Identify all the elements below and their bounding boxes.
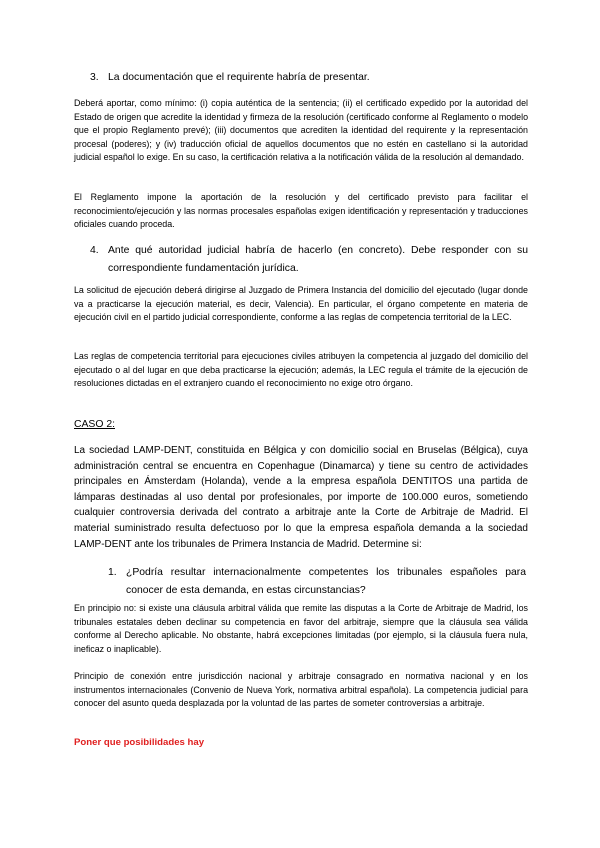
- answer-3-paragraph-1: Deberá aportar, como mínimo: (i) copia auténtica de la sentencia; (ii) el certificado expedido por la autoridad del Estado de origen que acredite la identidad y firmeza de la resolución (certificado conforme al Reglamento o modelo que el propio Reglamento prevé); (iii) documentos que acrediten la identidad del requirente y la representación procesal (poderes); y (iv) traducción oficial de aquellos documentos que no estén en castellano si la autoridad judicial español lo exige. En su caso, la certificación relativa a la notificación válida de la resolución al demandado.: [74, 98, 528, 162]
- highlighted-note: Poner que posibilidades hay: [74, 737, 205, 748]
- question-4: [90, 242, 530, 278]
- case-2-question-1-number: 1.: [108, 567, 117, 578]
- case-2-question-1-text: ¿Podría resultar internacionalmente competentes los tribunales españoles para conocer de esta demanda, en estas circunstancias?: [126, 567, 526, 596]
- answer-4-paragraph-1: La solicitud de ejecución deberá dirigirse al Juzgado de Primera Instancia del domicilio del ejecutado (lugar donde va a practicarse la ejecución material, es decir, Valencia). En particular, el órgano competente en materia de ejecución civil en el partido judicial correspondiente, conforme a las reglas de competencia territorial de la LEC.: [74, 285, 528, 322]
- question-3-number: 3.: [90, 72, 99, 83]
- question-3-text: La documentación que el requirente habría de presentar.: [108, 72, 370, 83]
- question-4-text: Ante qué autoridad judicial habría de hacerlo (en concreto). Debe responder con su correspondiente fundamentación jurídica.: [108, 245, 528, 274]
- answer-4-paragraph-2: Las reglas de competencia territorial para ejecuciones civiles atribuyen la competencia al juzgado del domicilio del ejecutado o al del lugar en que deba practicarse la ejecución; además, la LEC regula el trámite de la ejecución de resoluciones dictadas en el extranjero cuando el reconocimiento no exige otro órgano.: [74, 351, 528, 388]
- case-2-title: CASO 2:: [74, 419, 115, 430]
- question-4-number: 4.: [90, 245, 99, 256]
- question-3: [90, 69, 530, 87]
- case-2-question-1: [108, 564, 528, 600]
- answer-3-paragraph-2: El Reglamento impone la aportación de la resolución y del certificado previsto para facilitar el reconocimiento/ejecución y las normas procesales españolas exigen identificación y representación y traducciones oficiales cuando proceda.: [74, 192, 528, 229]
- answer-c1-paragraph-1: En principio no: si existe una cláusula arbitral válida que remite las disputas a la Corte de Arbitraje de Madrid, los tribunales estatales deben declinar su competencia en favor del arbitraje, siempre que la cláusula sea válida conforme al Derecho aplicable. No obstante, habrá excepciones limitadas (por ejemplo, si la cláusula fuera nula, ineficaz o inaplicable).: [74, 603, 528, 654]
- answer-c1-paragraph-2: Principio de conexión entre jurisdicción nacional y arbitraje consagrado en normativa nacional y en los instrumentos internacionales (Convenio de Nueva York, normativa arbitral española). La competencia judicial para conocer del asunto queda desplazada por la voluntad de las partes de someter controversias a arbitraje.: [74, 671, 528, 708]
- case-2-statement: La sociedad LAMP-DENT, constituida en Bélgica y con domicilio social en Bruselas (Bélgica), cuya administración central se encuentra en Copenhague (Dinamarca) y tiene su centro de actividades principales en Ámsterdam (Holanda), vende a la empresa española DENTITOS una partida de lámparas destinadas al uso dental por profesionales, por importe de 100.000 euros, sometiendo cualquier controversia derivada del contrato a arbitraje ante la Corte de Arbitraje de Madrid. El material suministrado resulta defectuoso por lo que la empresa española demanda a la sociedad LAMP-DENT ante los tribunales de Primera Instancia de Madrid. Determine si:: [74, 445, 528, 550]
